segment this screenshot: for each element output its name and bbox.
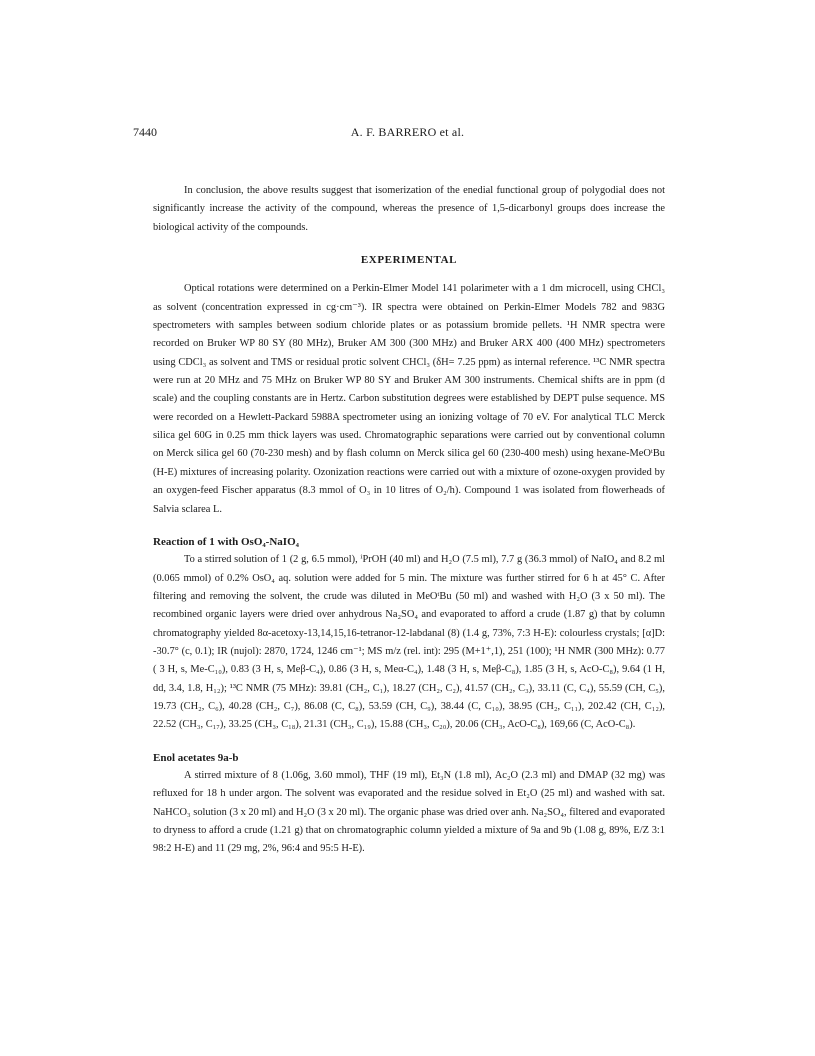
article-body	[153, 182, 665, 859]
reaction-heading: Reaction of 1 with OsO₄-NaIO₄	[153, 535, 299, 548]
page-number: 7440	[133, 125, 157, 139]
experimental-paragraph: Optical rotations were determined on a Perkin-Elmer Model 141 polarimeter with a 1 dm microcell, using CHCl₃ as solvent (concentration expressed in cg·cm⁻³). IR spectra were obtained on Perkin-Elmer Models 782 and 983G spectrometers with samples between sodium chloride plates or as potassium bromide pellets. ¹H NMR spectra were recorded on Bruker WP 80 SY (80 MHz), Bruker AM 300 (300 MHz) and Bruker ARX 400 (400 MHz) spectrometers using CDCl₃ as solvent and TMS or residual protic solvent CHCl₃ (δH= 7.25 ppm) as internal reference. ¹³C NMR spectra were run at 20 MHz and 75 MHz on Bruker WP 80 SY and Bruker AM 300 instruments. Chemical shifts are in ppm (d scale) and the coupling constants are in Hertz. Carbon substitution degrees were established by DEPT pulse sequence. MS were recorded on a Hewlett-Packard 5988A spectrometer using an ionizing voltage of 70 eV. For analytical TLC Merck silica gel 60G in 0.25 mm thick layers was used. Chromatographic separations were carried out by conventional column on Merck silica gel 60 (70-230 mesh) and by flash column on Merck silica gel 60 (230-400 mesh) using hexane-MeOᵗBu (H-E) mixtures of increasing polarity. Ozonization reactions were carried out with a mixture of ozone-oxygen provided by an oxygen-feed Fischer apparatus (8.3 mmol of O₃ in 10 litres of O₂/h). Compound 1 was isolated from flowerheads of Salvia sclarea L.	[153, 283, 665, 515]
enol-acetates-heading: Enol acetates 9a-b	[153, 751, 239, 764]
reaction-paragraph: To a stirred solution of 1 (2 g, 6.5 mmol), ⁱPrOH (40 ml) and H₂O (7.5 ml), 7.7 g (36.3 mmol) of NaIO₄ and 8.2 ml (0.065 mmol) of 0.2% OsO₄ aq. solution were added for 5 min. The mixture was further stirred for 6 h at 45° C. After filtering and removing the solvent, the crude was diluted in MeOᵗBu (50 ml) and washed with H₂O (3 x 50 ml). The recombined organic layers were dried over anhydrous Na₂SO₄ and evaporated to afford a crude (1.87 g) that by column chromatography yielded 8α-acetoxy-13,14,15,16-tetranor-12-labdanal (8) (1.4 g, 73%, 7:3 H-E): colourless crystals; [α]D: -30.7° (c, 0.1); IR (nujol): 2870, 1724, 1246 cm⁻¹; MS m/z (rel. int): 295 (M+1⁺,1), 251 (100); ¹H NMR (300 MHz): 0.77 ( 3 H, s, Me-C₁₀), 0.83 (3 H, s, Meβ-C₄), 0.86 (3 H, s, Meα-C₄), 1.48 (3 H, s, Meβ-C₈), 1.85 (3 H, s, AcO-C₈), 9.64 (1 H, dd, 3.4, 1.8, H₁₂); ¹³C NMR (75 MHz): 39.81 (CH₂, C₁), 18.27 (CH₂, C₂), 41.57 (CH₂, C₃), 33.11 (C, C₄), 55.59 (CH, C₅), 19.73 (CH₂, C₆), 40.28 (CH₂, C₇), 86.08 (C, C₈), 53.59 (CH, C₉), 38.44 (C, C₁₀), 38.95 (CH₂, C₁₁), 202.42 (CH, C₁₂), 22.52 (CH₃, C₁₇), 33.25 (CH₃, C₁₈), 21.31 (CH₃, C₁₉), 15.88 (CH₃, C₂₀), 20.06 (CH₃, AcO-C₈), 169,66 (C, AcO-C₈).	[153, 554, 665, 731]
conclusion-paragraph: In conclusion, the above results suggest that isomerization of the enedial functional group of polygodial does not significantly increase the activity of the compound, whereas the presence of 1,5-dicarbonyl groups does increase the biological activity of the compounds.	[153, 185, 665, 233]
page-header	[0, 125, 815, 145]
running-title: A. F. BARRERO et al.	[350, 125, 465, 139]
enol-acetates-paragraph: A stirred mixture of 8 (1.06g, 3.60 mmol), THF (19 ml), Et₃N (1.8 ml), Ac₂O (2.3 ml) and DMAP (32 mg) was refluxed for 18 h under argon. The solvent was evaporated and the residue solved in Et₂O (25 ml) and washed with sat. NaHCO₃ solution (3 x 20 ml) and H₂O (3 x 20 ml). The organic phase was dried over anh. Na₂SO₄, filtered and evaporated to dryness to afford a crude (1.21 g) that on chromatographic column yielded a mixture of 9a and 9b (1.08 g, 89%, E/Z 3:1 98:2 H-E) and 11 (29 mg, 2%, 96:4 and 95:5 H-E).	[153, 769, 665, 855]
experimental-heading: EXPERIMENTAL	[360, 254, 458, 267]
